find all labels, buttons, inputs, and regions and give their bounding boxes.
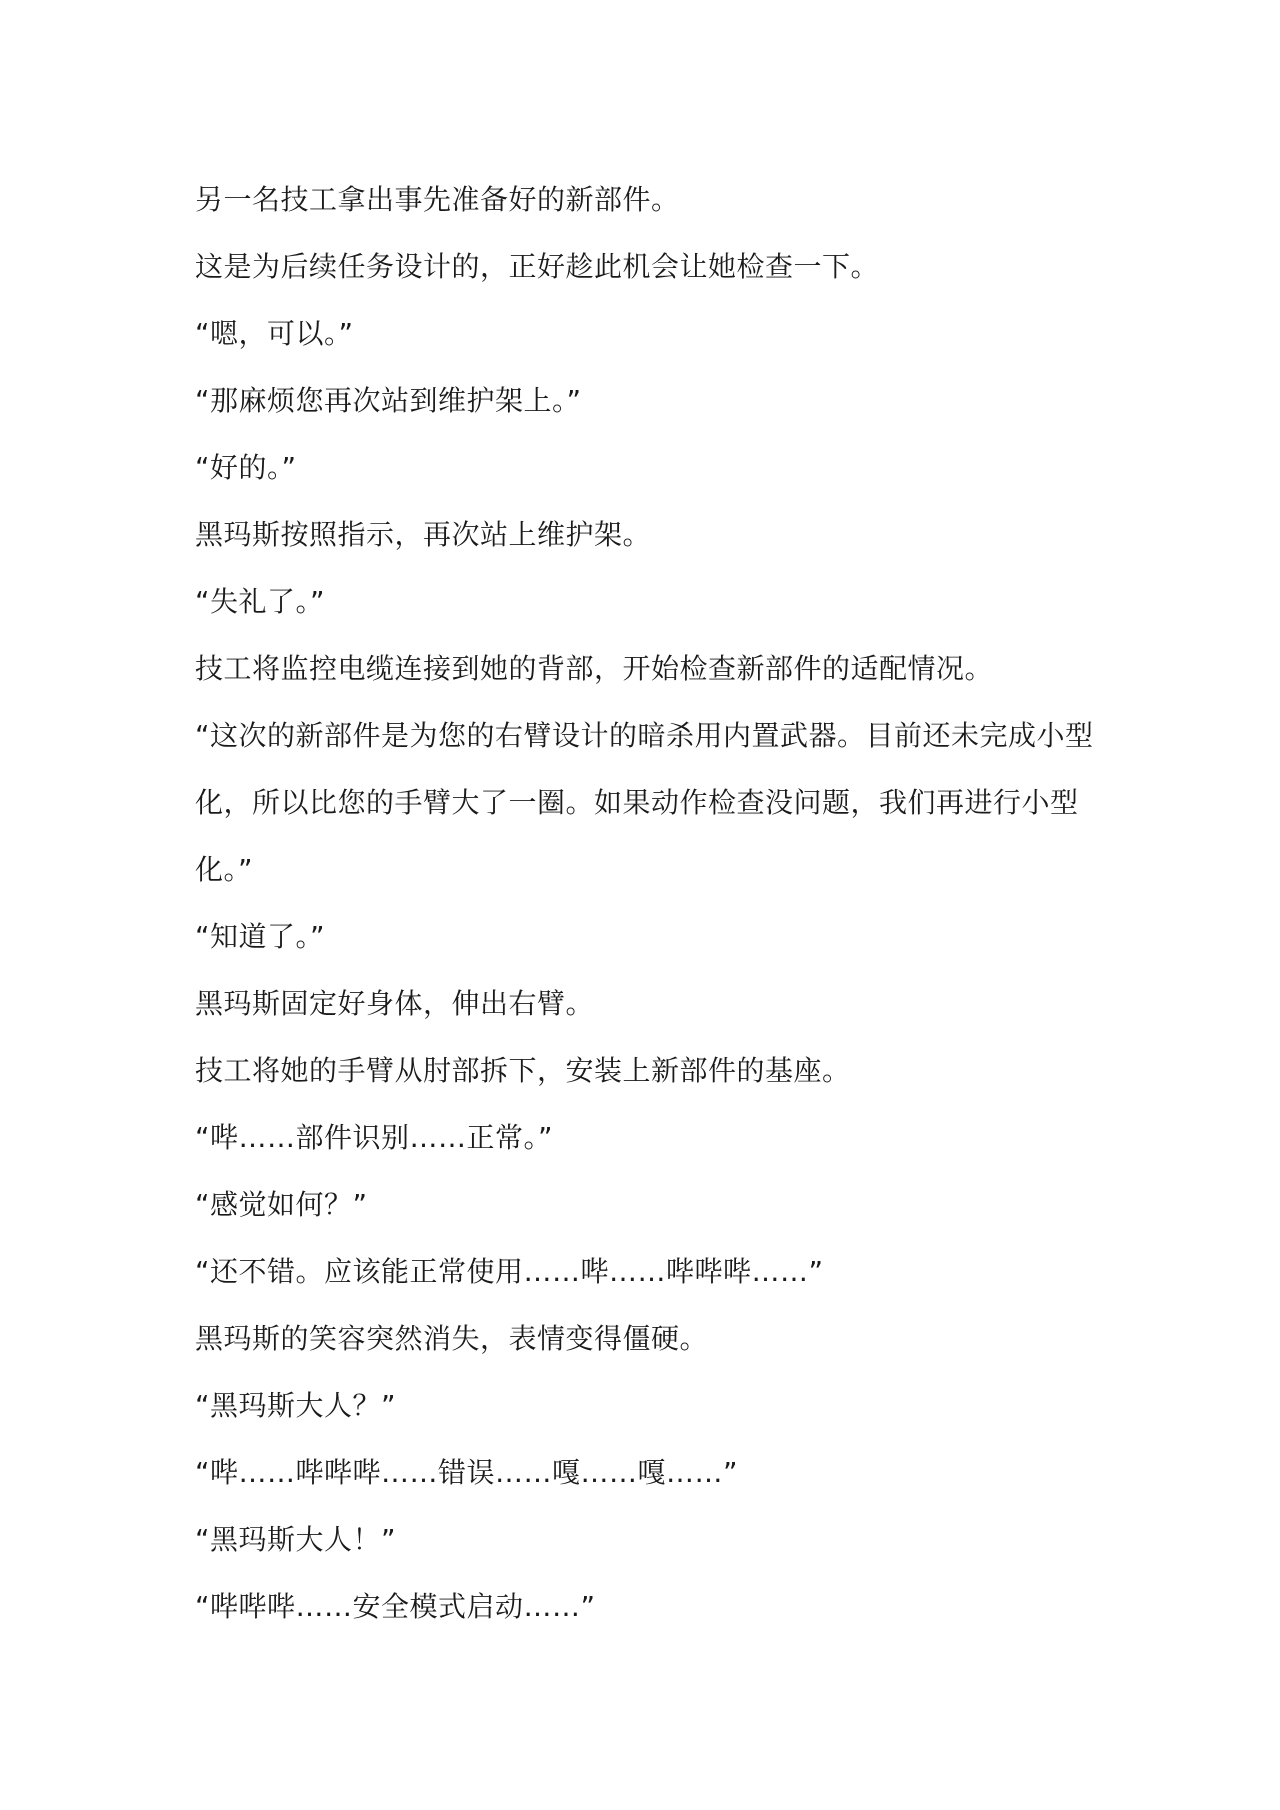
- paragraph: 黑玛斯固定好身体，伸出右臂。: [195, 987, 595, 1020]
- paragraph: “好的。”: [195, 451, 297, 484]
- story-text: [195, 166, 1105, 1640]
- paragraph: “知道了。”: [195, 920, 326, 953]
- paragraph: “哔哔哔……安全模式启动……”: [195, 1590, 596, 1623]
- paragraph: 这是为后续任务设计的，正好趁此机会让她检查一下。: [195, 250, 880, 283]
- paragraph: 技工将监控电缆连接到她的背部，开始检查新部件的适配情况。: [195, 652, 994, 685]
- paragraph: “还不错。应该能正常使用……哔……哔哔哔……”: [195, 1255, 824, 1288]
- paragraph: “失礼了。”: [195, 585, 326, 618]
- paragraph: “这次的新部件是为您的右臂设计的暗杀用内置武器。目前还未完成小型化，所以比您的手臂大了一圈。如果动作检查没问题，我们再进行小型化。”: [195, 719, 1094, 886]
- paragraph: “那麻烦您再次站到维护架上。”: [195, 384, 582, 417]
- paragraph: 黑玛斯按照指示，再次站上维护架。: [195, 518, 652, 551]
- paragraph: “哔……部件识别……正常。”: [195, 1121, 554, 1154]
- paragraph: 技工将她的手臂从肘部拆下，安装上新部件的基座。: [195, 1054, 851, 1087]
- paragraph: “哔……哔哔哔……错误……嘎……嘎……”: [195, 1456, 739, 1489]
- paragraph: “感觉如何？”: [195, 1188, 368, 1221]
- paragraph: 黑玛斯的笑容突然消失，表情变得僵硬。: [195, 1322, 709, 1355]
- paragraph: “嗯，可以。”: [195, 317, 354, 350]
- paragraph: “黑玛斯大人！”: [195, 1523, 397, 1556]
- paragraph: 另一名技工拿出事先准备好的新部件。: [195, 183, 680, 216]
- paragraph: “黑玛斯大人？”: [195, 1389, 397, 1422]
